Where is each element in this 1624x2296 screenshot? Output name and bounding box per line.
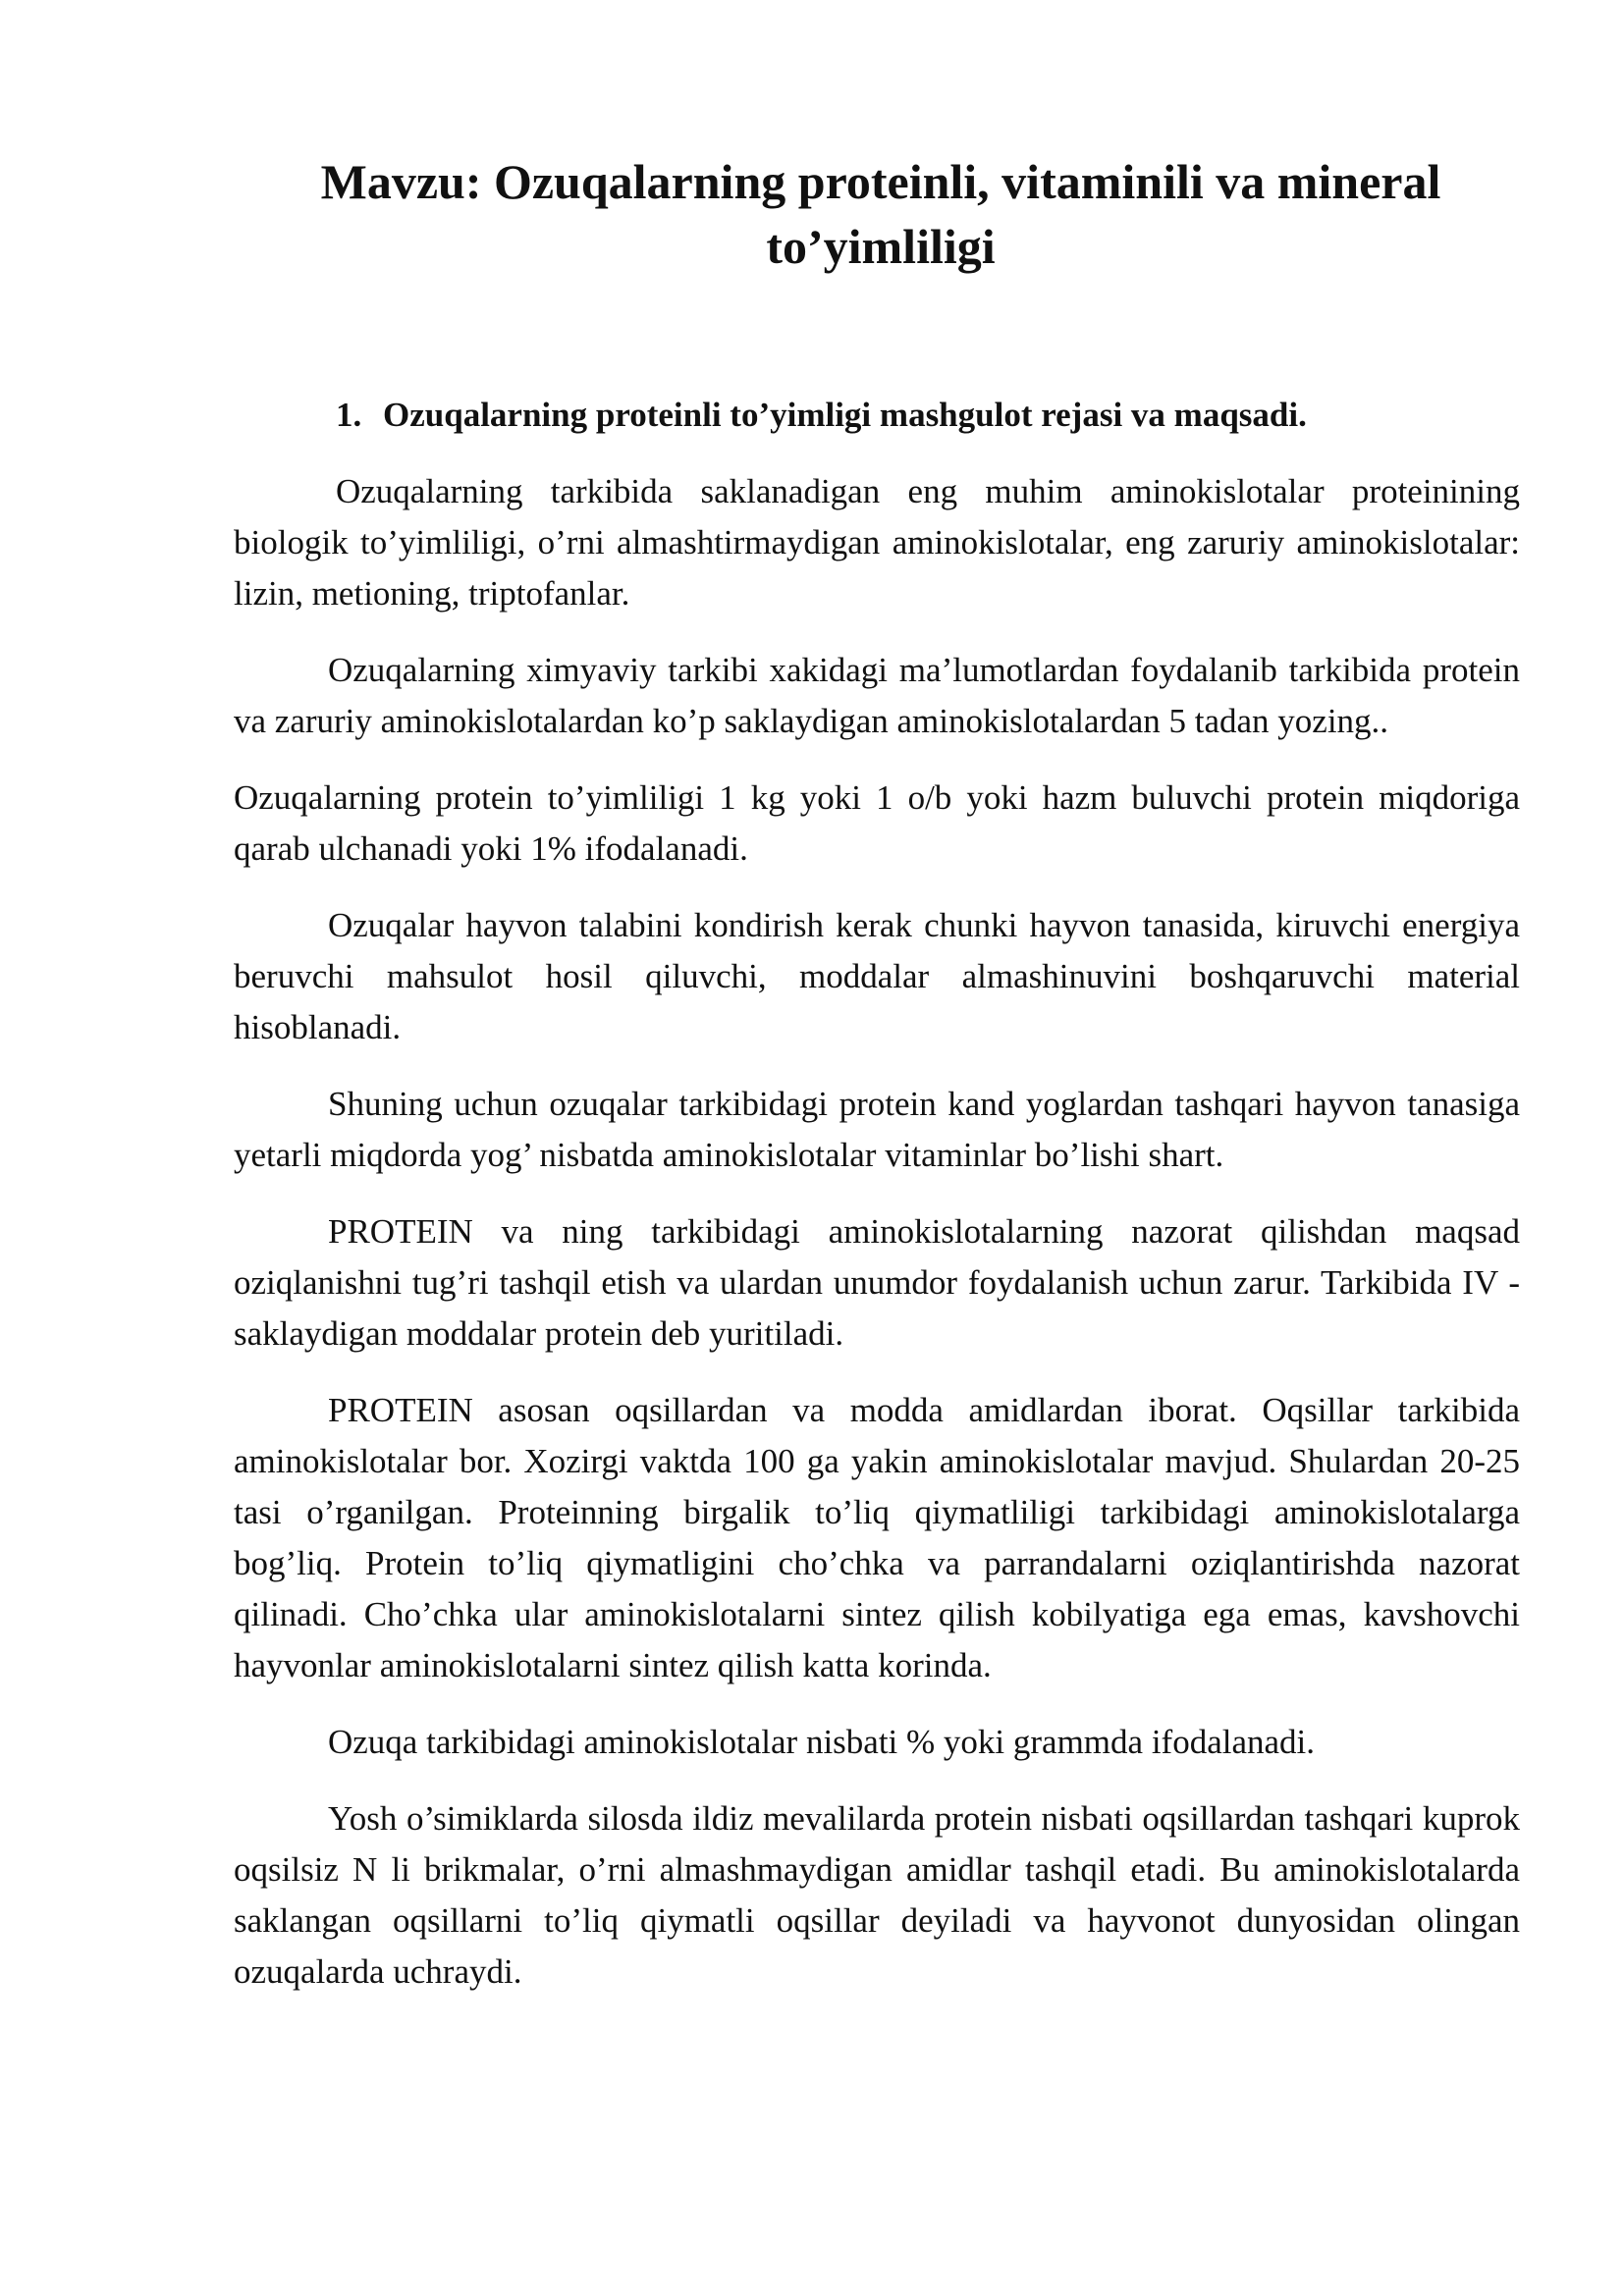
section-heading-text: Ozuqalarning proteinli to’yimligi mashgulot rejasi va maqsadi. bbox=[383, 396, 1307, 434]
paragraph: Ozuqalarning tarkibida saklanadigan eng muhim aminokislotalar proteinining biologik to’yimliligi, o’rni almashtirmaydigan aminokislotalar, eng zaruriy aminokislotalar: lizin, metioning, triptofanlar. bbox=[234, 472, 1520, 613]
paragraph: Ozuqalar hayvon talabini kondirish kerak chunki hayvon tanasida, kiruvchi energiya beruvchi mahsulot hosil qiluvchi, moddalar almashinuvini boshqaruvchi material hisoblanadi. bbox=[234, 906, 1520, 1046]
section-number: 1. bbox=[336, 396, 362, 434]
paragraph: Ozuqa tarkibidagi aminokislotalar nisbati % yoki grammda ifodalanadi. bbox=[328, 1723, 1316, 1761]
paragraph: PROTEIN asosan oqsillardan va modda amidlardan iborat. Oqsillar tarkibida aminokislotalar bor. Xozirgi vaktda 100 ga yakin aminokislotalar mavjud. Shulardan 20-25 tasi o’rganilgan. Proteinning birgalik to’liq qiymatliligi tarkibidagi aminokislotalarga bog’liq. Protein to’liq qiymatligini cho’chka va parrandalarni oziqlantirishda nazorat qilinadi. Cho’chka ular aminokislotalarni sintez qilish kobilyatiga ega emas, kavshovchi hayvonlar aminokislotalarni sintez qilish katta korinda. bbox=[234, 1391, 1520, 1684]
paragraph: Shuning uchun ozuqalar tarkibidagi protein kand yoglardan tashqari hayvon tanasiga yetarli miqdorda yog’ nisbatda aminokislotalar vitaminlar bo’lishi shart. bbox=[234, 1085, 1520, 1174]
body-text bbox=[234, 466, 1520, 2023]
paragraph: PROTEIN va ning tarkibidagi aminokislotalarning nazorat qilishdan maqsad oziqlanishni tug’ri tashqil etish va ulardan unumdor foydalanish uchun zarur. Tarkibida IV - saklaydigan moddalar protein deb yuritiladi. bbox=[234, 1212, 1520, 1353]
paragraph: Ozuqalarning ximyaviy tarkibi xakidagi ma’lumotlardan foydalanib tarkibida protein va zaruriy aminokislotalardan ko’p saklaydigan aminokislotalardan 5 tadan yozing.. bbox=[234, 651, 1520, 740]
page-title: Mavzu: Ozuqalarning proteinli, vitaminili va mineral to’yimliligi bbox=[320, 154, 1441, 274]
section-heading bbox=[336, 391, 1307, 440]
paragraph: Ozuqalarning protein to’yimliligi 1 kg yoki 1 o/b yoki hazm buluvchi protein miqdoriga qarab ulchanadi yoki 1% ifodalanadi. bbox=[234, 778, 1520, 868]
paragraph: Yosh o’simiklarda silosda ildiz mevalilarda protein nisbati oqsillardan tashqari kuprok oqsilsiz N li brikmalar, o’rni almashmaydigan amidlar tashqil etadi. Bu aminokislotalarda saklangan oqsillarni to’liq qiymatli oqsillar deyiladi va hayvonot dunyosidan olingan ozuqalarda uchraydi. bbox=[234, 1799, 1520, 1991]
